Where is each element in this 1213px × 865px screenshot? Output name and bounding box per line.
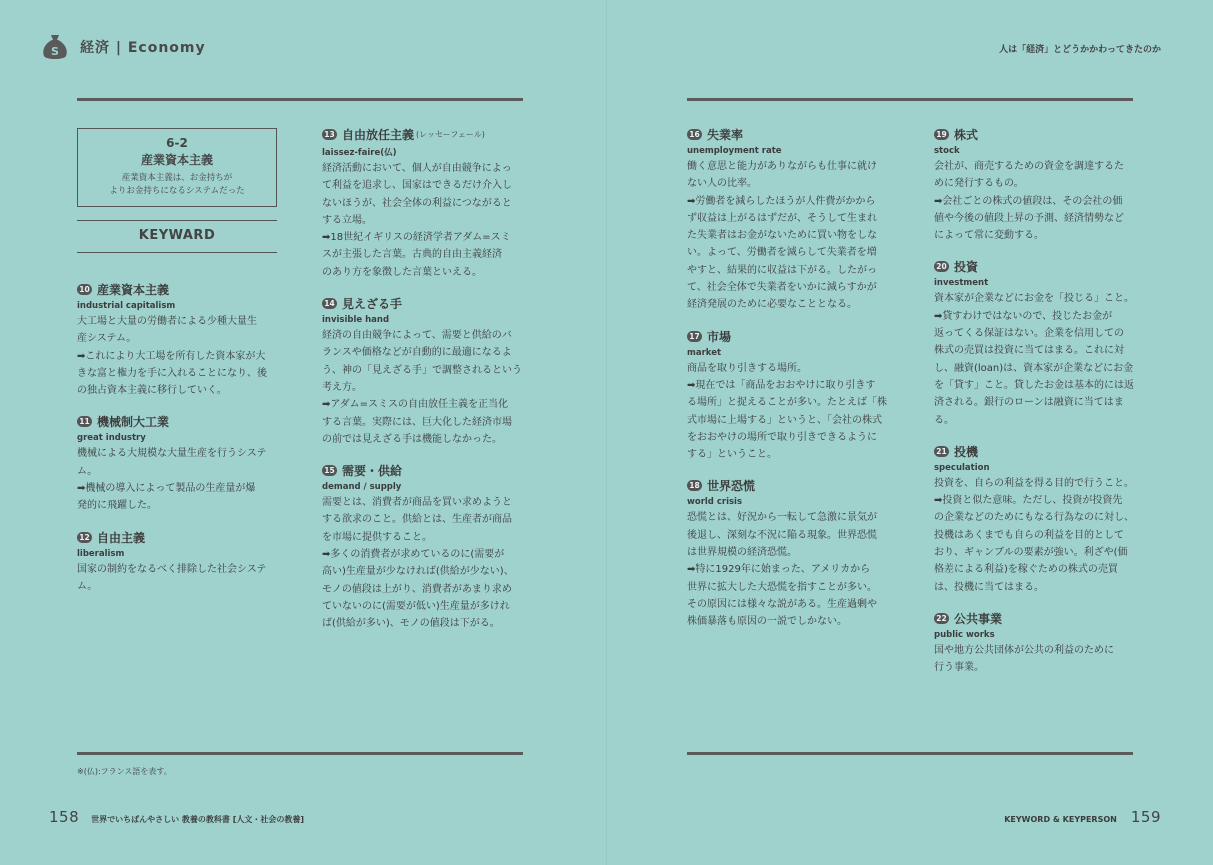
description-line: ➡アダム=スミスの自由放任主義を正当化 bbox=[322, 399, 509, 411]
description-line: 株式の売買は投資に当てはまる。これに対 bbox=[934, 345, 1124, 357]
description-line: ム。 bbox=[77, 465, 98, 477]
keyword-english: liberalism bbox=[77, 548, 125, 559]
keyword-term: 自由主義 bbox=[97, 530, 146, 545]
description-line: する」ということ。 bbox=[687, 449, 777, 461]
description-line: ランスや価格などが自動的に最適になるよ bbox=[322, 347, 512, 359]
description-line: し、融資(loan)は、資本家が企業などにお金 bbox=[934, 362, 1134, 374]
footnote: ※(仏):フランス語を表す。 bbox=[77, 767, 172, 776]
keyword-number-badge: 16 bbox=[687, 129, 702, 140]
description-line: の企業などのためにもなる行為なのに対し、 bbox=[934, 512, 1134, 524]
description-line: ➡機械の導入によって製品の生産量が爆 bbox=[77, 483, 256, 495]
keyword-entry-head bbox=[687, 477, 899, 494]
right-column-1 bbox=[687, 126, 899, 645]
keyword-entry bbox=[934, 610, 1148, 677]
folio-left bbox=[49, 808, 304, 826]
left-page bbox=[0, 0, 606, 865]
keyword-term: 市場 bbox=[707, 329, 732, 344]
keyword-entry bbox=[687, 477, 899, 630]
keyword-term: 世界恐慌 bbox=[707, 479, 756, 494]
description-line: を市場に提供すること。 bbox=[322, 531, 432, 543]
description-line: をおおやけの場所で取り引きできるように bbox=[687, 431, 877, 443]
keyword-term: 自由放任主義 bbox=[342, 128, 415, 142]
description-line: ➡会社ごとの株式の値段は、その会社の価 bbox=[934, 195, 1123, 207]
description-line: ていないのに(需要が低い)生産量が多けれ bbox=[322, 600, 510, 612]
description-line: 産システム。 bbox=[77, 333, 137, 345]
keyword-description bbox=[77, 445, 287, 514]
description-line: 働く意思と能力がありながらも仕事に就け bbox=[687, 161, 877, 172]
description-line: 会社が、商売するための資金を調達するた bbox=[934, 161, 1124, 172]
keyword-entry bbox=[934, 258, 1148, 428]
keyword-description bbox=[934, 475, 1148, 596]
keyword-entry bbox=[322, 295, 534, 448]
keyword-number-badge: 15 bbox=[322, 465, 337, 476]
chapter-header bbox=[42, 33, 206, 61]
keyword-entry-head bbox=[934, 610, 1148, 627]
description-line: おり、ギャンブルの要素が強い。利ざや(価 bbox=[934, 547, 1128, 559]
keyword-term: 失業率 bbox=[707, 128, 744, 142]
description-line: て、社会全体で失業者をいかに減らすかが bbox=[687, 282, 877, 294]
keyword-number-badge: 17 bbox=[687, 331, 702, 342]
description-line: は、投機に当てはまる。 bbox=[934, 581, 1044, 593]
description-line: ➡貸すわけではないので、投じたお金が bbox=[934, 310, 1113, 322]
description-line: 恐慌とは、好況から一転して急激に景気が bbox=[687, 512, 877, 524]
description-line: 世界に拡大した大恐慌を指すことが多い。 bbox=[687, 581, 877, 593]
bottom-rule-left bbox=[77, 752, 523, 755]
description-line: 大工場と大量の労働者による少種大量生 bbox=[77, 316, 257, 327]
keyword-entry-head bbox=[687, 126, 899, 143]
description-line: ➡労働者を減らしたほうが人件費がかから bbox=[687, 195, 876, 207]
keyword-number-badge: 10 bbox=[77, 284, 92, 295]
keyword-entry-head bbox=[77, 529, 287, 546]
keyword-english: public works bbox=[934, 629, 995, 640]
description-line: 経済の自由競争によって、需要と供給のバ bbox=[322, 330, 512, 342]
left-column-1 bbox=[77, 281, 287, 609]
keyword-description bbox=[77, 313, 287, 399]
keyword-number-badge: 19 bbox=[934, 129, 949, 140]
keyword-description bbox=[687, 509, 899, 630]
description-line: ム。 bbox=[77, 580, 98, 592]
keyword-english: investment bbox=[934, 278, 989, 289]
description-line: 値や今後の値段上昇の予測、経済情勢など bbox=[934, 212, 1124, 224]
keyword-entry bbox=[687, 126, 899, 314]
keyword-entry bbox=[77, 281, 287, 399]
keyword-heading: KEYWARD bbox=[138, 228, 216, 243]
keyword-description bbox=[687, 360, 899, 464]
description-line: 経済活動において、個人が自由競争によっ bbox=[322, 163, 512, 174]
keyword-term: 見えざる手 bbox=[342, 297, 403, 312]
description-line: て利益を追求し、国家はできるだけ介入し bbox=[322, 180, 512, 192]
description-line: によって常に変動する。 bbox=[934, 230, 1044, 242]
description-line: きな富と権力を手に入れることになり、後 bbox=[77, 367, 267, 379]
keyword-term: 投資 bbox=[954, 260, 979, 275]
section-title-box bbox=[77, 128, 277, 207]
keyword-entry-head bbox=[322, 295, 534, 312]
keyword-entry bbox=[934, 443, 1148, 596]
description-line: い。よって、労働者を減らして失業者を増 bbox=[687, 247, 877, 259]
keyword-term: 公共事業 bbox=[954, 611, 1003, 626]
description-line: の前では見えざる手は機能しなかった。 bbox=[322, 433, 502, 445]
description-line: ➡投資と似た意味。ただし、投資が投資先 bbox=[934, 495, 1123, 507]
keyword-description bbox=[77, 561, 287, 596]
right-page bbox=[607, 0, 1213, 865]
description-line: 高い)生産量が少なければ(供給が少ない)、 bbox=[322, 566, 514, 578]
keyword-entry bbox=[934, 126, 1148, 244]
page-number-right: 159 bbox=[1130, 808, 1161, 826]
keyword-entry-head bbox=[934, 443, 1148, 460]
keyword-rule-top bbox=[77, 220, 277, 221]
keyword-term: 産業資本主義 bbox=[97, 283, 170, 297]
description-line: ➡多くの消費者が求めているのに(需要が bbox=[322, 549, 505, 561]
keyword-entry-head bbox=[77, 281, 287, 298]
keyword-english: great industry bbox=[77, 433, 146, 444]
description-line: やすと、結果的に収益は下がる。したがっ bbox=[687, 264, 877, 276]
keyword-number-badge: 21 bbox=[934, 446, 949, 457]
keyword-term: 需要・供給 bbox=[342, 464, 403, 479]
description-line: 投機はあくまでも自らの利益を目的として bbox=[934, 529, 1124, 541]
description-line: 返ってくる保証はない。企業を信用しての bbox=[934, 328, 1124, 340]
keyword-entry-head bbox=[934, 126, 1148, 143]
keyword-entry bbox=[77, 529, 287, 596]
keyword-rule-bottom bbox=[77, 252, 277, 253]
section-title: 産業資本主義 bbox=[140, 153, 213, 167]
description-line: 需要とは、消費者が商品を買い求めようと bbox=[322, 497, 512, 509]
keyword-description bbox=[934, 642, 1148, 677]
keyword-term: 投機 bbox=[954, 444, 979, 459]
description-line: 考え方。 bbox=[322, 381, 362, 393]
description-line: 株価暴落も原因の一説でしかない。 bbox=[687, 616, 847, 628]
description-line: 済される。銀行のローンは融資に当てはま bbox=[934, 397, 1124, 409]
top-rule-left bbox=[77, 98, 523, 101]
description-line: る場所」と捉えることが多い。たとえば「株 bbox=[687, 397, 887, 409]
description-line: 発的に飛躍した。 bbox=[77, 500, 157, 512]
keyword-number-badge: 11 bbox=[77, 416, 92, 427]
keyword-term: 機械制大工業 bbox=[97, 415, 170, 430]
keyword-entry-head bbox=[77, 413, 287, 430]
keyword-term: 株式 bbox=[954, 128, 979, 142]
keyword-description bbox=[934, 290, 1148, 428]
keyword-english: speculation bbox=[934, 462, 990, 473]
right-column-2 bbox=[934, 126, 1148, 691]
description-line: る。 bbox=[934, 414, 954, 426]
bottom-rule-right bbox=[687, 752, 1133, 755]
description-line: 行う事業。 bbox=[934, 662, 984, 674]
description-line: 投資を、自らの利益を得る目的で行うこと。 bbox=[934, 477, 1134, 489]
description-line: モノの値段は上がり、消費者があまり求め bbox=[322, 583, 512, 595]
running-title: 人は「経済」とどうかかわってきたのか bbox=[999, 45, 1161, 55]
description-line: のあり方を象徴した言葉といえる。 bbox=[322, 266, 482, 278]
description-line: する言葉。実際には、巨大化した経済市場 bbox=[322, 416, 512, 428]
series-label: KEYWORD & KEYPERSON bbox=[1004, 815, 1117, 824]
description-line: ない人の比率。 bbox=[687, 178, 757, 190]
folio-right bbox=[1004, 808, 1161, 826]
keyword-entry bbox=[77, 413, 287, 514]
keyword-description bbox=[322, 327, 534, 448]
left-column-2 bbox=[322, 126, 534, 647]
description-line: 機械による大規模な大量生産を行うシステ bbox=[77, 448, 267, 460]
keyword-entry bbox=[322, 126, 534, 281]
keyword-english: invisible hand bbox=[322, 315, 390, 326]
page-number-left: 158 bbox=[49, 808, 80, 826]
description-line: の独占資本主義に移行していく。 bbox=[77, 385, 227, 397]
keyword-english: stock bbox=[934, 146, 960, 156]
description-line: その原因には様々な説がある。生産過剰や bbox=[687, 598, 877, 610]
keyword-number-badge: 20 bbox=[934, 261, 949, 272]
keyword-english: unemployment rate bbox=[687, 146, 782, 156]
section-subtitle: 産業資本主義は、お金持ちが よりお金持ちになるシステムだった bbox=[109, 173, 245, 196]
description-line: た失業者はお金がないために買い物をしな bbox=[687, 230, 877, 242]
description-line: 商品を取り引きする場所。 bbox=[687, 362, 807, 374]
keyword-number-badge: 14 bbox=[322, 298, 337, 309]
description-line: う、神の「見えざる手」で調整されるという bbox=[322, 364, 522, 376]
description-line: スが主張した言葉。古典的自由主義経済 bbox=[322, 249, 502, 261]
description-line: ➡現在では「商品をおおやけに取り引きす bbox=[687, 379, 876, 391]
keyword-english: world crisis bbox=[687, 497, 743, 508]
description-line: を「貸す」こと。貸したお金は基本的には返 bbox=[934, 379, 1134, 391]
keyword-term-reading: (レッセーフェール) bbox=[416, 130, 485, 139]
description-line: ➡特に1929年に始まった、アメリカから bbox=[687, 564, 871, 576]
description-line: ないほうが、社会全体の利益につながると bbox=[322, 197, 512, 209]
keyword-entry-head bbox=[322, 126, 534, 143]
chapter-label: 経済 | Economy bbox=[80, 40, 206, 56]
top-rule-right bbox=[687, 98, 1133, 101]
keyword-entry bbox=[322, 462, 534, 632]
keyword-number-badge: 12 bbox=[77, 532, 92, 543]
keyword-english: demand / supply bbox=[322, 482, 402, 493]
keyword-english: laissez-faire(仏) bbox=[322, 148, 397, 158]
keyword-entry-head bbox=[687, 328, 899, 345]
keyword-description bbox=[934, 158, 1148, 244]
description-line: ず収益は上がるはずだが、そうして生まれ bbox=[687, 212, 877, 224]
description-line: 式市場に上場する」というと、「会社の株式 bbox=[687, 414, 882, 426]
keyword-english: market bbox=[687, 347, 722, 358]
description-line: する立場。 bbox=[322, 214, 372, 226]
keyword-entry bbox=[687, 328, 899, 464]
keyword-description bbox=[322, 160, 534, 281]
description-line: ➡18世紀イギリスの経済学者アダム=スミ bbox=[322, 232, 511, 244]
description-line: 国家の制約をなるべく排除した社会システ bbox=[77, 563, 267, 575]
description-line: 格差による利益)を稼ぐための株式の売買 bbox=[934, 564, 1118, 576]
keyword-entry-head bbox=[322, 462, 534, 479]
keyword-english: industrial capitalism bbox=[77, 301, 176, 311]
description-line: めに発行するもの。 bbox=[934, 178, 1024, 190]
keyword-description bbox=[322, 494, 534, 632]
keyword-number-badge: 22 bbox=[934, 613, 949, 624]
description-line: 経済発展のために必要なこととなる。 bbox=[687, 299, 857, 311]
description-line: 国や地方公共団体が公共の利益のために bbox=[934, 644, 1114, 656]
keyword-description bbox=[687, 158, 899, 314]
section-number: 6-2 bbox=[166, 136, 188, 150]
svg-text:S: S bbox=[51, 45, 59, 58]
book-title: 世界でいちばんやさしい 教養の教科書 [人文・社会の教養] bbox=[91, 815, 305, 824]
description-line: 後退し、深刻な不況に陥る現象。世界恐慌 bbox=[687, 529, 877, 541]
description-line: は世界規模の経済恐慌。 bbox=[687, 547, 797, 559]
money-bag-icon bbox=[42, 33, 68, 61]
keyword-number-badge: 18 bbox=[687, 480, 702, 491]
description-line: 資本家が企業などにお金を「投じる」こと。 bbox=[934, 293, 1134, 305]
description-line: ば(供給が多い)、モノの値段は下がる。 bbox=[322, 618, 500, 630]
keyword-number-badge: 13 bbox=[322, 129, 337, 140]
description-line: する欲求のこと。供給とは、生産者が商品 bbox=[322, 514, 512, 526]
description-line: ➡これにより大工場を所有した資本家が大 bbox=[77, 350, 266, 362]
keyword-entry-head bbox=[934, 258, 1148, 275]
